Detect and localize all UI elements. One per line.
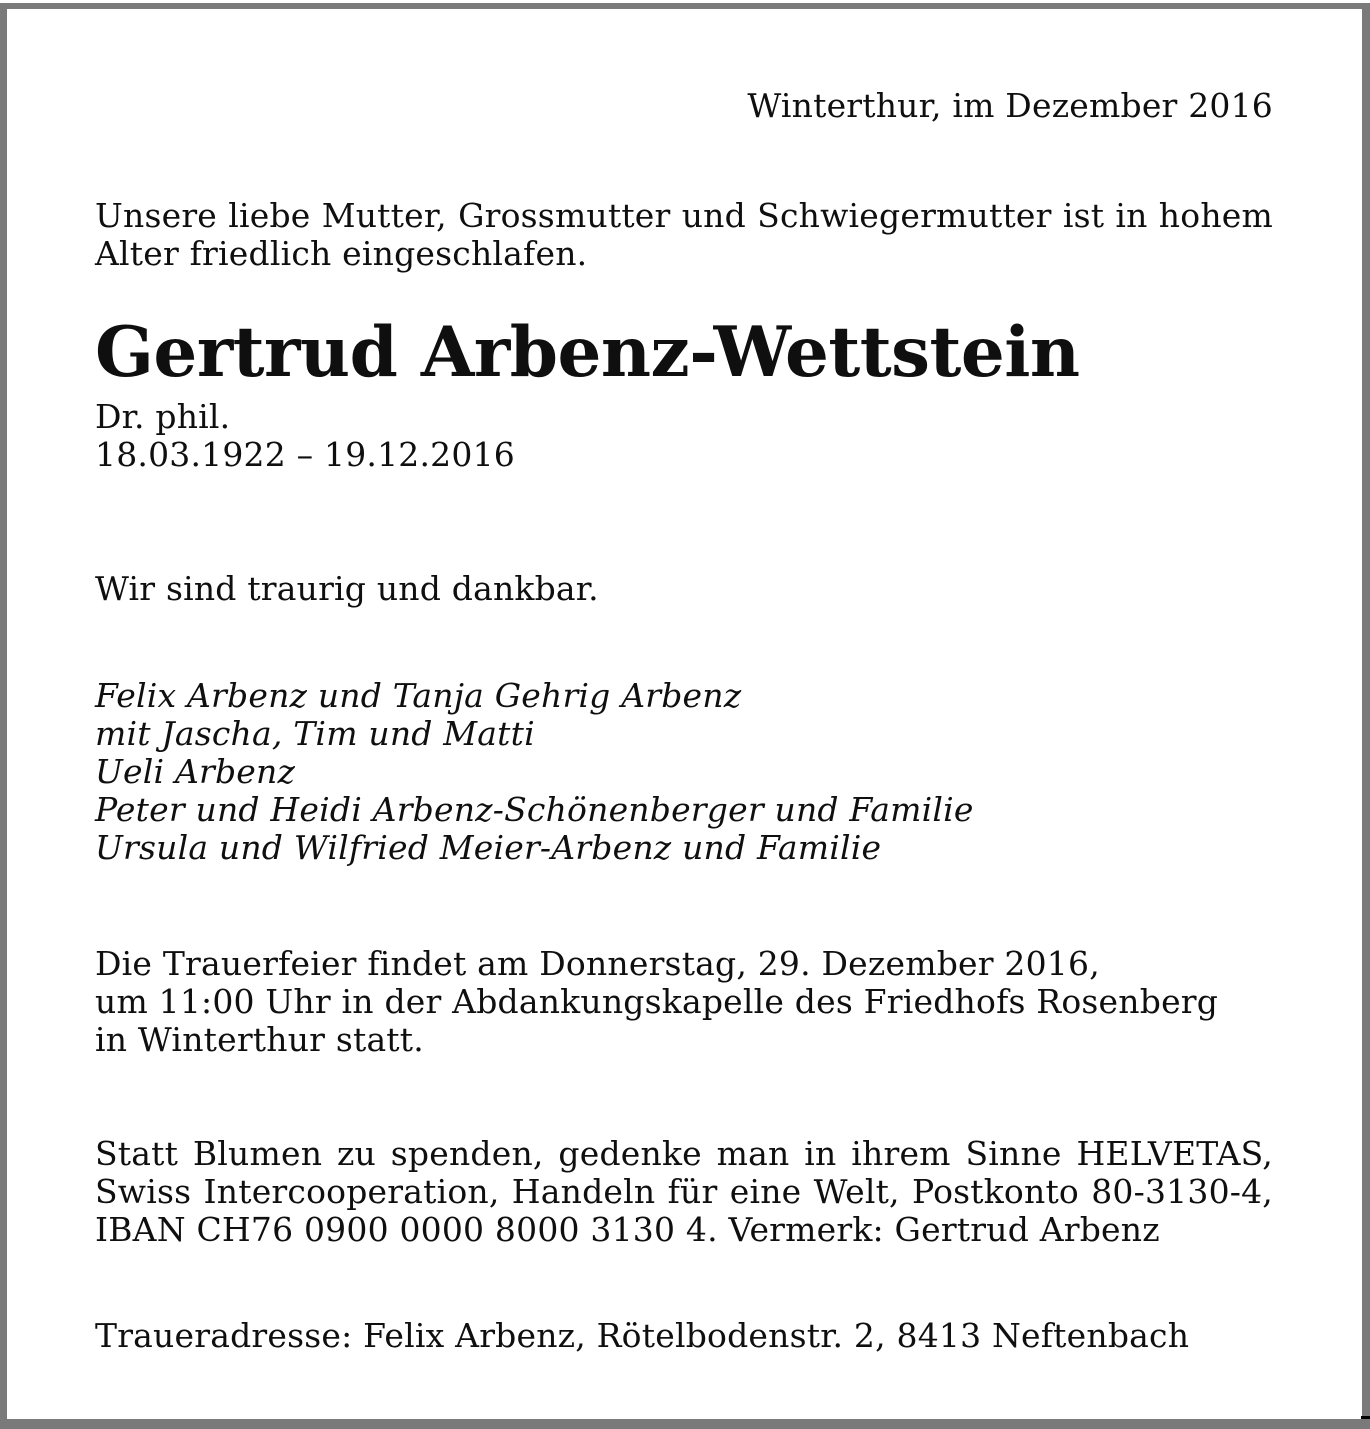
service-line-1: Die Trauerfeier findet am Donnerstag, 29. Dezember 2016, <box>95 944 1100 983</box>
family-line-4: Peter und Heidi Arbenz-Schönenberger und Familie <box>95 790 974 829</box>
service-paragraph <box>95 945 1273 1059</box>
family-line-5: Ursula und Wilfried Meier-Arbenz und Familie <box>95 828 882 867</box>
mourning-statement: Wir sind traurig und dankbar. <box>95 569 599 608</box>
donation-line-1: Statt Blumen zu spenden, gedenke man in ihrem Sinne HELVETAS, <box>95 1134 1273 1173</box>
service-line-3: in Winterthur statt. <box>95 1020 424 1059</box>
deceased-name: Gertrud Arbenz-Wettstein <box>95 312 1080 393</box>
family-list <box>95 677 1273 867</box>
mourning-address: Traueradresse: Felix Arbenz, Rötelbodenstr. 2, 8413 Neftenbach <box>95 1316 1190 1355</box>
service-line-2: um 11:00 Uhr in der Abdankungskapelle des Friedhofs Rosenberg <box>95 982 1219 1021</box>
academic-title: Dr. phil. <box>95 397 231 436</box>
life-dates: 18.03.1922 – 19.12.2016 <box>95 435 515 474</box>
deceased-details <box>95 398 1273 474</box>
intro-line-1: Unsere liebe Mutter, Grossmutter und Schwiegermutter ist in hohem <box>95 196 1273 235</box>
page-frame <box>0 3 1370 1429</box>
donation-line-2: Swiss Intercooperation, Handeln für eine Welt, Postkonto 80-3130-4, <box>95 1172 1273 1211</box>
scan-artifact <box>1361 1416 1370 1419</box>
dateline: Winterthur, im Dezember 2016 <box>747 86 1273 125</box>
family-line-3: Ueli Arbenz <box>95 752 296 791</box>
donation-line-3: IBAN CH76 0900 0000 8000 3130 4. Vermerk: Gertrud Arbenz <box>95 1210 1160 1249</box>
family-line-2: mit Jascha, Tim und Matti <box>95 714 535 753</box>
intro-paragraph <box>95 197 1273 273</box>
family-line-1: Felix Arbenz und Tanja Gehrig Arbenz <box>95 676 742 715</box>
notice-content <box>7 9 1362 1419</box>
intro-line-2: Alter friedlich eingeschlafen. <box>95 234 588 273</box>
donation-paragraph <box>95 1135 1273 1249</box>
